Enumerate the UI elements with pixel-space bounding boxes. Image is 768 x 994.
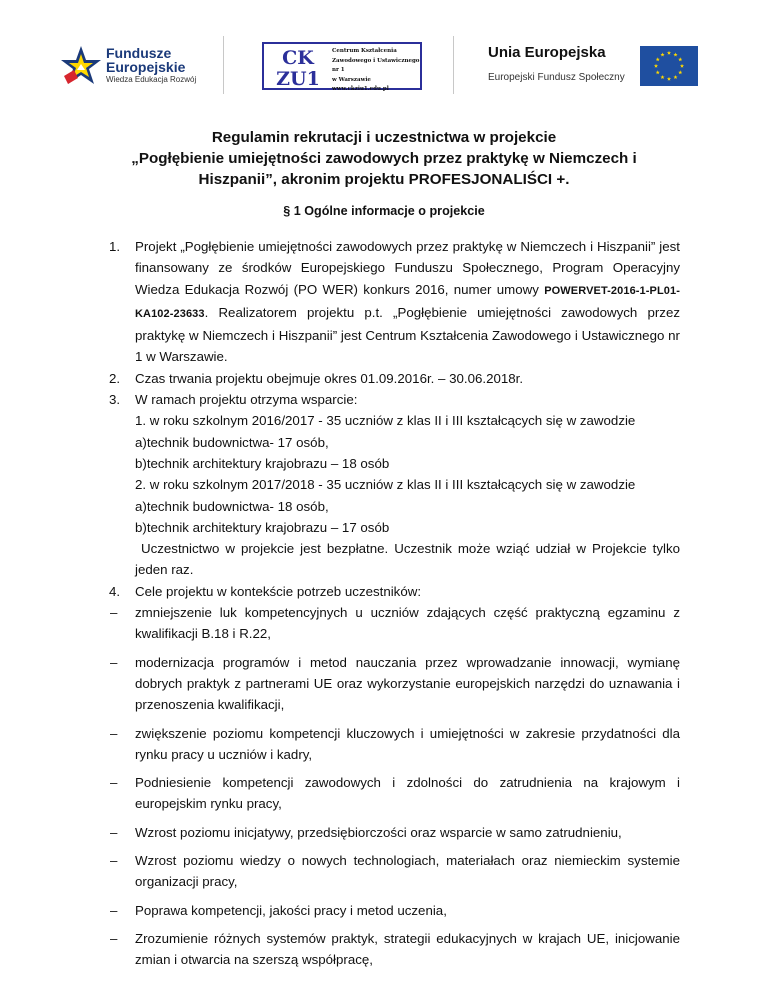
contract-number: POWERVET-2016-1-PL01-KA102-23633 [135,284,680,320]
list-item [0,236,768,368]
svg-text:CK: CK [282,47,314,69]
participation-note: Uczestnictwo w projekcie jest bezpłatne. Uczestnik może wziąć udział w Projekcie tylko jeden raz. [135,541,684,578]
goal-item [0,850,768,893]
goal-text: Zrozumienie różnych systemów praktyk, strategii edukacyjnych w krajach UE, inicjowanie zmian i otwarcia na szerszą współpracę, [135,930,680,968]
goal-text: Poprawa kompetencji, jakości pracy i metod uczenia, [135,902,447,918]
svg-text:ZU1: ZU1 [276,68,320,88]
item-number: 2. [109,370,121,386]
item-number: 3. [109,392,121,408]
title-line-1: Regulamin rekrutacji i uczestnictwa w projekcie [211,129,557,146]
fundusze-europejskie-logo [60,40,210,94]
item-text: Cele projektu w kontekście potrzeb uczestników: [135,583,422,599]
document-title [100,127,668,190]
logo-divider [223,36,224,94]
item-text: Projekt „Pogłębienie umiejętności zawodowych przez praktykę w Niemczech i Hiszpanii” jest finansowany ze środków Europejskiego Funduszu Społecznego, Program Operacyjny Wiedza Edukacja Rozwój (PO WER) konkurs 2016, numer umowy POWERVET-2016-1-PL01-KA102-23633. Realizatorem projektu p.t. „Pogłębienie umiejętności zawodowych przez praktykę w Niemczech i Hiszpanii” jest Centrum Kształcenia Zawodowego i Ustawicznego nr 1 w Warszawie. [135,239,680,365]
fe-logo-line1: Fundusze [106,45,172,61]
goal-text: zmniejszenie luk kompetencyjnych u uczniów zdających część praktyczną egzaminu z kwalifikacji B.18 i R.22, [135,605,680,642]
goal-text: Wzrost poziomu wiedzy o nowych technologiach, materiałach oraz niemieckim systemie organizacji pracy, [135,853,680,890]
goal-text: modernizacja programów i metod nauczania przez wprowadzanie innowacji, wymianę dobrych praktyk z partnerami UE oraz wykorzystanie europejskich narzędzi do uznawania i przenoszenia kwalifikacji, [135,654,680,713]
goal-item [0,602,768,645]
goal-text: Wzrost poziomu inicjatywy, przedsiębiorczości oraz wsparcie w samo zatrudnieniu, [135,824,622,840]
list-item [0,389,768,410]
header-logos [0,28,768,108]
bullet-dash: – [110,902,118,918]
bullet-dash: – [110,853,118,869]
ck-line-4: www.ckziu1.edu.pl [332,86,389,92]
goal-text: zwiększenie poziomu kompetencji kluczowych i umiejętności w zakresie przydatności dla rynku pracy u uczniów i kadry, [135,725,680,762]
ckziu-monogram [268,46,328,88]
item-number: 1. [109,239,121,254]
ck-line-1: Centrum Kształcenia [332,48,397,54]
sub-line: a)technik budownictwa- 17 osób, [135,434,329,450]
goal-item [0,928,768,971]
bullet-dash: – [110,725,118,741]
sub-line: 1. w roku szkolnym 2016/2017 - 35 uczniów z klas II i III kształcących się w zawodzie [135,413,636,429]
unia-europejska-logo [488,42,718,92]
ue-logo-title: Unia Europejska [488,44,606,61]
bullet-dash: – [110,605,118,621]
list-item [0,581,768,602]
goal-item [0,772,768,815]
goal-item [0,822,768,843]
goal-item [0,723,768,766]
fe-logo-line3: Wiedza Edukacja Rozwój [106,75,197,84]
bullet-dash: – [110,824,118,840]
eu-flag-icon [640,46,698,86]
title-line-3: Hiszpanii”, akronim projektu PROFESJONALIŚCI +. [198,171,570,188]
goals-list [0,602,768,970]
ckziu-logo [262,42,422,90]
bullet-dash: – [110,654,118,670]
bullet-dash: – [110,775,118,791]
document-body [0,236,768,971]
fe-star-icon [60,44,102,88]
ck-line-2: Zawodowego i Ustawicznego nr 1 [332,57,420,73]
item-number: 4. [109,583,121,599]
logo-divider [453,36,454,94]
sub-line: 2. w roku szkolnym 2017/2018 - 35 uczniów z klas II i III kształcących się w zawodzie [135,477,636,493]
title-line-2: „Pogłębienie umiejętności zawodowych przez praktykę w Niemczech i [131,150,637,167]
goal-text: Podniesienie kompetencji zawodowych i zdolności do zatrudnienia na krajowym i europejskim rynku pracy, [135,775,680,812]
ue-logo-subtitle: Europejski Fundusz Społeczny [488,72,625,83]
list-item [0,368,768,389]
sub-line: a)technik budownictwa- 18 osób, [135,498,329,514]
item-text: W ramach projektu otrzyma wsparcie: [135,392,358,408]
sub-line: b)technik architektury krajobrazu – 18 osób [135,455,390,471]
section-heading: § 1 Ogólne informacje o projekcie [283,204,485,218]
fe-logo-line2: Europejskie [106,59,186,75]
ck-line-3: w Warszawie [332,76,371,83]
goal-item [0,652,768,716]
item-text: Czas trwania projektu obejmuje okres 01.09.2016r. – 30.06.2018r. [135,370,524,386]
goal-item [0,900,768,921]
bullet-dash: – [110,930,118,946]
sub-line: b)technik architektury krajobrazu – 17 osób [135,519,390,535]
